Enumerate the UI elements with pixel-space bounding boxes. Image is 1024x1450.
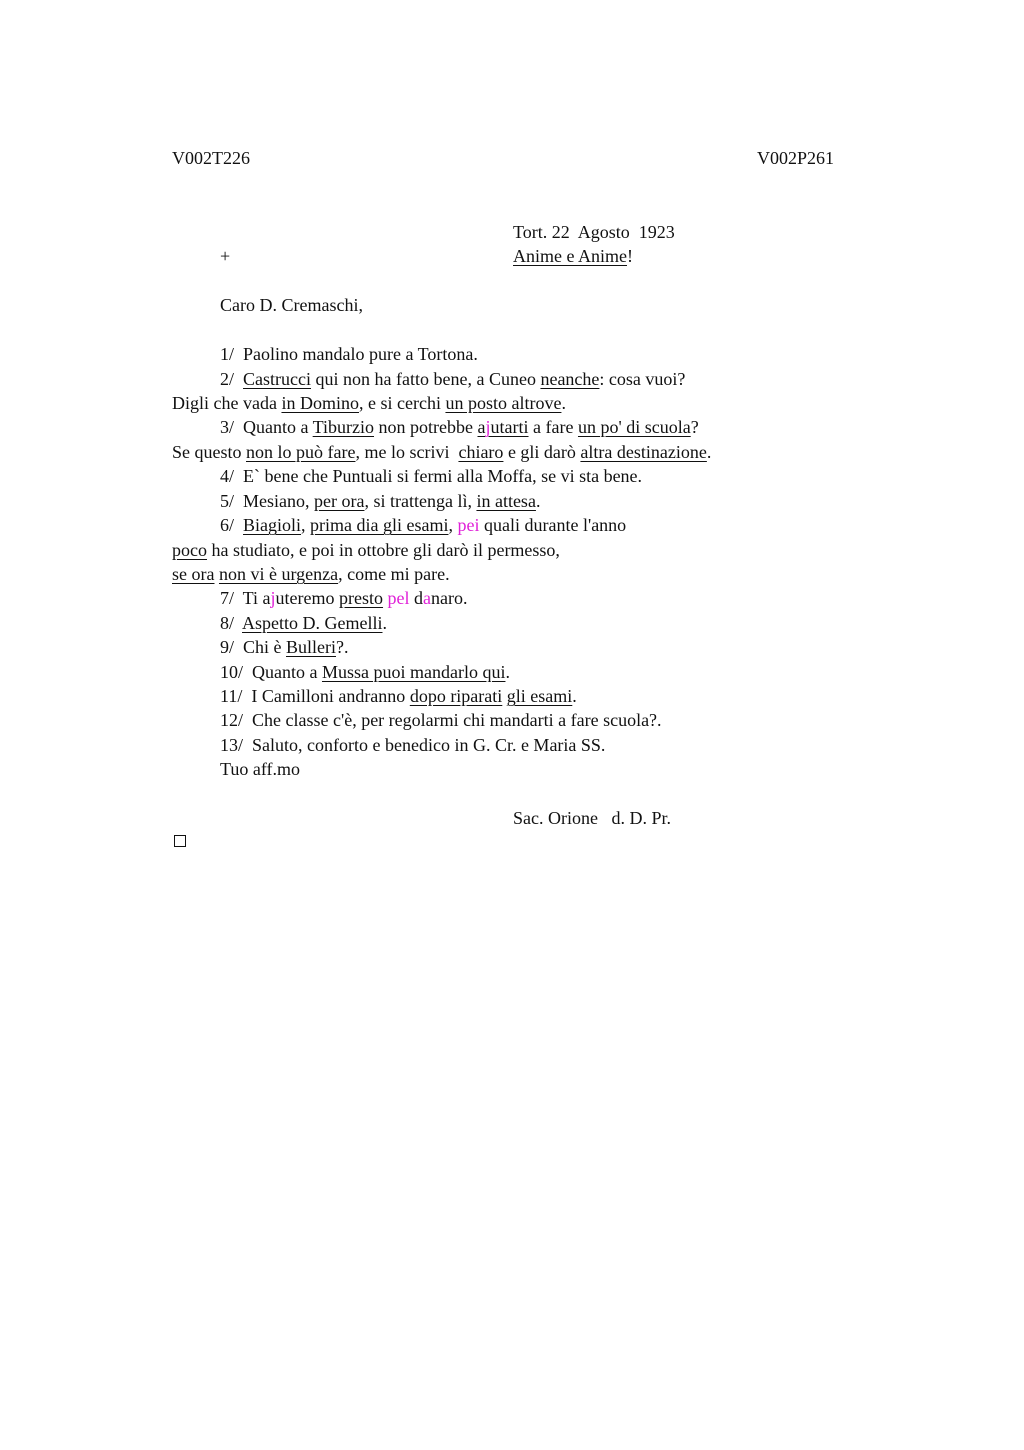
underlined-run: Tiburzio bbox=[312, 417, 375, 437]
text-run: 13/ Saluto, conforto e benedico in G. Cr. e Maria SS. bbox=[220, 735, 606, 755]
motto-exclamation: ! bbox=[626, 246, 633, 266]
text-run: non potrebbe bbox=[374, 417, 478, 437]
letter-line-13 bbox=[220, 635, 349, 659]
underlined-run: un posto altrove bbox=[445, 393, 562, 413]
highlighted-run: j bbox=[270, 588, 276, 608]
underlined-run: in Domino bbox=[281, 393, 359, 413]
text-run: 4/ E` bene che Puntuali si fermi alla Moffa, se vi sta bene. bbox=[220, 466, 643, 486]
place-date: Tort. 22 Agosto 1923 bbox=[513, 222, 675, 242]
underlined-run: poco bbox=[172, 540, 207, 560]
text-run: 12/ Che classe c'è, per regolarmi chi mandarti a fare scuola?. bbox=[220, 710, 662, 730]
text-run: d bbox=[409, 588, 424, 608]
text-run: uteremo bbox=[275, 588, 340, 608]
underlined-run: prima dia gli esami bbox=[310, 515, 449, 535]
highlighted-run: pel bbox=[387, 588, 410, 608]
text-run: a bbox=[477, 417, 486, 437]
text-run: 5/ Mesiano, bbox=[220, 491, 314, 511]
underlined-run: in attesa bbox=[476, 491, 536, 511]
underlined-run: Aspetto D. Gemelli bbox=[242, 613, 383, 633]
text-run: utarti bbox=[490, 417, 529, 437]
document-code-right: V002P261 bbox=[757, 148, 835, 168]
underlined-run: Biagioli bbox=[243, 515, 302, 535]
letter-line-2 bbox=[220, 367, 685, 391]
underlined-run: per ora bbox=[314, 491, 365, 511]
underlined-run: chiaro bbox=[458, 442, 504, 462]
text-run: 3/ Quanto a bbox=[220, 417, 313, 437]
text-run: . bbox=[505, 662, 510, 682]
letter-line-15 bbox=[220, 684, 577, 708]
letter-line-10 bbox=[172, 562, 450, 586]
letter-line-5 bbox=[172, 440, 711, 464]
letter-line-16 bbox=[220, 708, 662, 732]
text-run: a fare bbox=[528, 417, 578, 437]
text-run: , e si cerchi bbox=[358, 393, 446, 413]
letter-line-8 bbox=[220, 513, 626, 537]
underlined-run: Castrucci bbox=[243, 369, 311, 389]
text-run: 6/ bbox=[220, 515, 244, 535]
text-run: quali durante l'anno bbox=[479, 515, 627, 535]
text-run: 11/ I Camilloni andranno bbox=[220, 686, 410, 706]
underlined-run: altra destinazione bbox=[580, 442, 707, 462]
letter-line-4 bbox=[220, 415, 699, 439]
letter-line-12 bbox=[220, 611, 387, 635]
letter-line-17 bbox=[220, 733, 605, 757]
text-run: , bbox=[301, 515, 311, 535]
highlighted-run: pei bbox=[457, 515, 480, 535]
letter-line-14 bbox=[220, 660, 510, 684]
text-run: . bbox=[572, 686, 577, 706]
text-run: qui non ha fatto bene, a Cuneo bbox=[311, 369, 541, 389]
underlined-run bbox=[478, 417, 529, 437]
text-run: 1/ Paolino mandalo pure a Tortona. bbox=[220, 344, 478, 364]
motto bbox=[513, 244, 633, 268]
text-run: Digli che vada bbox=[172, 393, 282, 413]
underlined-run: Mussa puoi mandarlo qui bbox=[321, 662, 506, 682]
text-run: ha studiato, e poi in ottobre gli darò il permesso, bbox=[207, 540, 560, 560]
underlined-run: se ora bbox=[172, 564, 215, 584]
letter-line-1 bbox=[220, 342, 478, 366]
signature: Sac. Orione d. D. Pr. bbox=[513, 808, 671, 828]
text-run: . bbox=[382, 613, 387, 633]
text-run: 9/ Chi è bbox=[220, 637, 286, 657]
text-run: 7/ Ti a bbox=[220, 588, 271, 608]
highlighted-run: a bbox=[423, 588, 432, 608]
text-run: 10/ Quanto a bbox=[220, 662, 322, 682]
text-run: Se questo bbox=[172, 442, 246, 462]
end-box-icon bbox=[174, 835, 186, 847]
text-run: 2/ bbox=[220, 369, 244, 389]
text-run: , bbox=[448, 515, 458, 535]
letter-line-9 bbox=[172, 538, 560, 562]
underlined-run: dopo riparati bbox=[409, 686, 503, 706]
text-run: , me lo scrivi bbox=[355, 442, 459, 462]
letter-line-3 bbox=[172, 391, 566, 415]
text-run: ?. bbox=[336, 637, 349, 657]
underlined-run: presto bbox=[339, 588, 384, 608]
text-run: : cosa vuoi? bbox=[599, 369, 686, 389]
text-run: e gli darò bbox=[503, 442, 581, 462]
underlined-run: un po' di scuola bbox=[577, 417, 691, 437]
cross-mark: + bbox=[220, 246, 231, 266]
text-run: . bbox=[535, 491, 541, 511]
text-run: , come mi pare. bbox=[338, 564, 450, 584]
text-run: naro. bbox=[431, 588, 468, 608]
letter-line-7 bbox=[220, 489, 540, 513]
letter-line-6 bbox=[220, 464, 642, 488]
underlined-run: gli esami bbox=[506, 686, 573, 706]
closing: Tuo aff.mo bbox=[220, 759, 301, 779]
letter-line-11 bbox=[220, 586, 468, 610]
underlined-run: non vi è urgenza bbox=[218, 564, 339, 584]
text-run: . bbox=[561, 393, 566, 413]
salutation: Caro D. Cremaschi, bbox=[220, 295, 363, 315]
text-run: ? bbox=[690, 417, 699, 437]
text-run: 8/ bbox=[220, 613, 243, 633]
underlined-run: non lo può fare bbox=[246, 442, 356, 462]
text-run: , si trattenga lì, bbox=[364, 491, 477, 511]
highlighted-run: j bbox=[485, 417, 491, 437]
underlined-run: neanche bbox=[540, 369, 600, 389]
text-run: . bbox=[706, 442, 712, 462]
motto-text: Anime e Anime bbox=[513, 246, 627, 266]
underlined-run: Bulleri bbox=[286, 637, 336, 657]
document-code-left: V002T226 bbox=[172, 148, 250, 168]
